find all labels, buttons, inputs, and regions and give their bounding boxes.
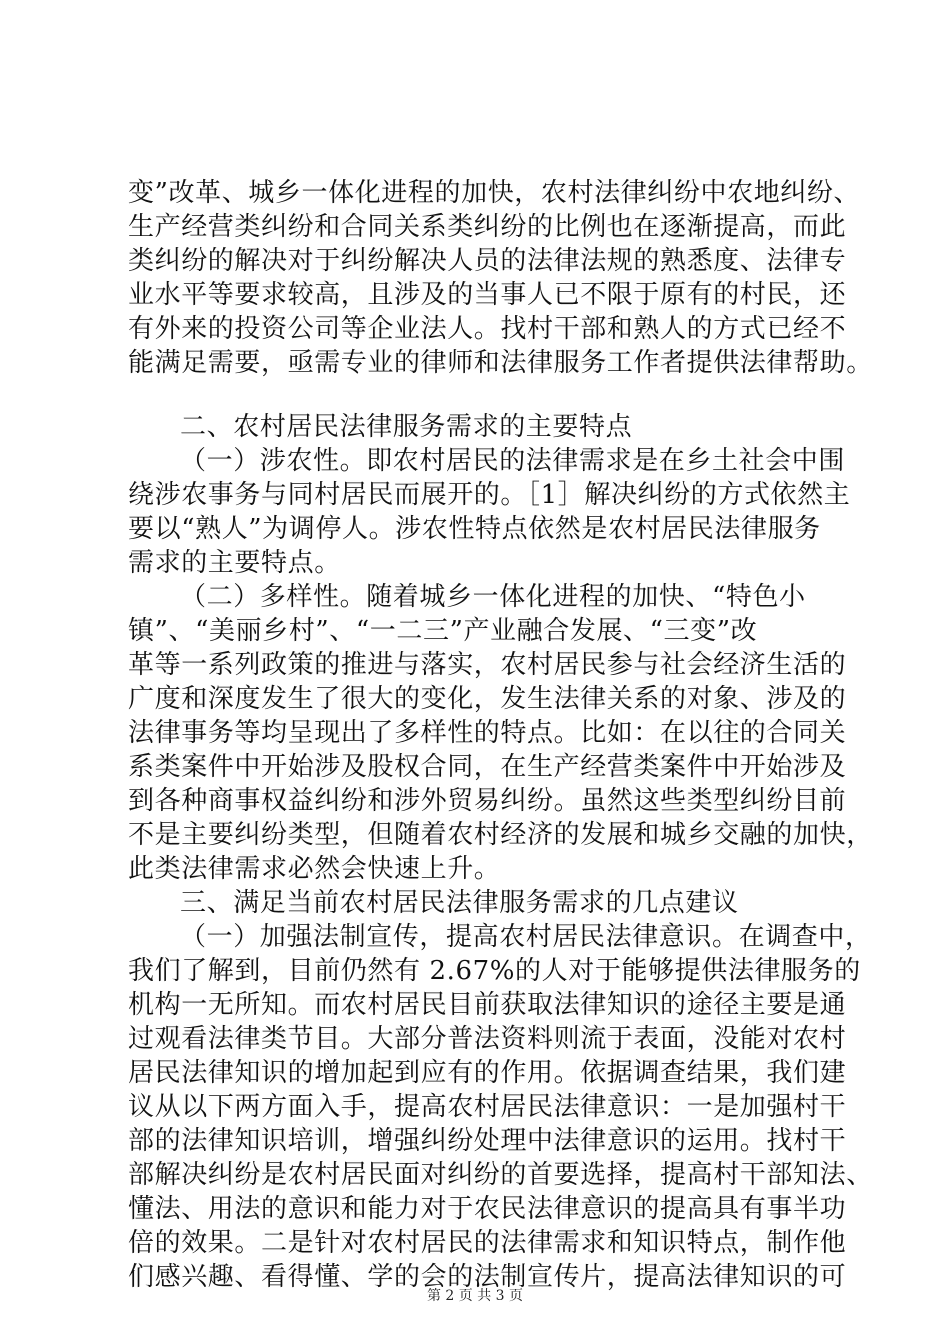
body-text-line: 生产经营类纠纷和合同关系类纠纷的比例也在逐渐提高，而此	[128, 212, 847, 242]
body-text-line: 镇”、“美丽乡村”、“一二三”产业融合发展、“三变”改	[128, 616, 758, 646]
section-heading: 二、农村居民法律服务需求的主要特点	[180, 412, 633, 442]
body-text-line: 革等一系列政策的推进与落实，农村居民参与社会经济生活的	[128, 650, 847, 680]
body-text-line: 我们了解到，目前仍然有 2.67%的人对于能够提供法律服务的	[128, 956, 861, 986]
body-text-line: 不是主要纠纷类型，但随着农村经济的发展和城乡交融的加快，	[128, 820, 873, 850]
body-text-line: 绕涉农事务与同村居民而展开的。［1］解决纠纷的方式依然主	[128, 480, 851, 510]
body-text-line: 倍的效果。二是针对农村居民的法律需求和知识特点，制作他	[128, 1228, 847, 1258]
body-text-line: 能满足需要，亟需专业的律师和法律服务工作者提供法律帮助。	[128, 348, 873, 378]
body-text-line: （一）涉农性。即农村居民的法律需求是在乡土社会中围	[180, 446, 846, 476]
body-text-line: 业水平等要求较高，且涉及的当事人已不限于原有的村民，还	[128, 280, 847, 310]
body-text-line: 有外来的投资公司等企业法人。找村干部和熟人的方式已经不	[128, 314, 847, 344]
body-text-line: 们感兴趣、看得懂、学的会的法制宣传片，提高法律知识的可	[128, 1262, 847, 1292]
body-text-line: 此类法律需求必然会快速上升。	[128, 854, 501, 884]
body-text-line: 过观看法律类节目。大部分普法资料则流于表面，没能对农村	[128, 1024, 847, 1054]
page-number-footer: 第 2 页 共 3 页	[426, 1288, 524, 1304]
body-text-line: （二）多样性。随着城乡一体化进程的加快、“特色小	[180, 582, 806, 612]
section-heading: 三、满足当前农村居民法律服务需求的几点建议	[180, 888, 739, 918]
body-text-line: 部解决纠纷是农村居民面对纠纷的首要选择，提高村干部知法、	[128, 1160, 873, 1190]
body-text-line: 广度和深度发生了很大的变化，发生法律关系的对象、涉及的	[128, 684, 847, 714]
body-text-line: 法律事务等均呈现出了多样性的特点。比如：在以往的合同关	[128, 718, 847, 748]
body-text-line: 机构一无所知。而农村居民目前获取法律知识的途径主要是通	[128, 990, 847, 1020]
body-text-line: 部的法律知识培训，增强纠纷处理中法律意识的运用。找村干	[128, 1126, 847, 1156]
body-text-line: 类纠纷的解决对于纠纷解决人员的法律法规的熟悉度、法律专	[128, 246, 847, 276]
body-text-line: 议从以下两方面入手，提高农村居民法律意识：一是加强村干	[128, 1092, 847, 1122]
body-text-line: 需求的主要特点。	[128, 548, 341, 578]
body-text-line: （一）加强法制宣传，提高农村居民法律意识。在调查中，	[180, 922, 872, 952]
body-text-line: 要以“熟人”为调停人。涉农性特点依然是农村居民法律服务	[128, 514, 821, 544]
body-text-line: 懂法、用法的意识和能力对于农民法律意识的提高具有事半功	[128, 1194, 847, 1224]
body-text-line: 系类案件中开始涉及股权合同，在生产经营类案件中开始涉及	[128, 752, 847, 782]
body-text-line: 居民法律知识的增加起到应有的作用。依据调查结果，我们建	[128, 1058, 847, 1088]
body-text-line: 到各种商事权益纠纷和涉外贸易纠纷。虽然这些类型纠纷目前	[128, 786, 847, 816]
body-text-line: 变”改革、城乡一体化进程的加快，农村法律纠纷中农地纠纷、	[128, 178, 861, 208]
